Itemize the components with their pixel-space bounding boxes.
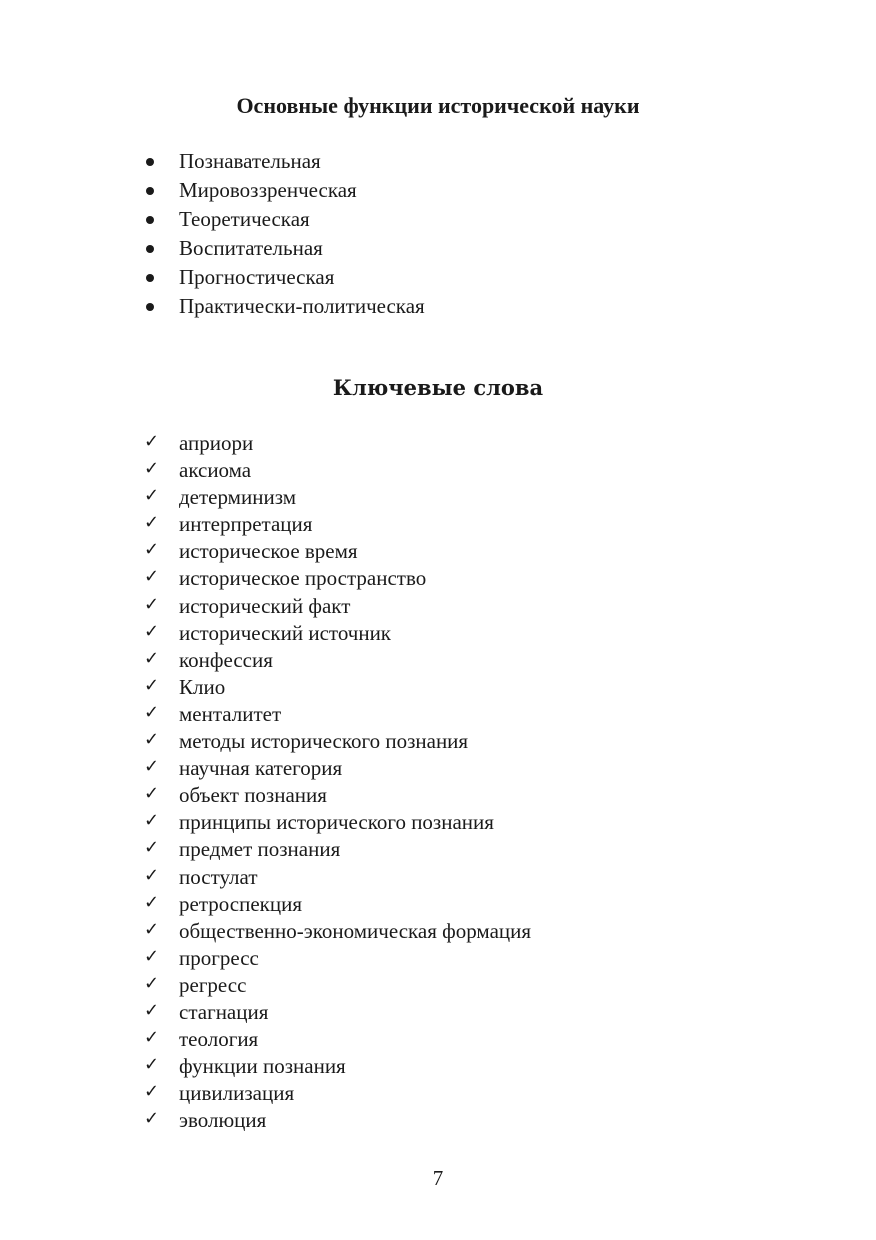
checkmark-icon: ✓	[144, 1108, 160, 1130]
list-item-label: эволюция	[179, 1108, 267, 1133]
checkmark-icon: ✓	[144, 864, 160, 886]
list-item	[144, 728, 531, 755]
list-item-label: менталитет	[179, 701, 282, 726]
list-item-label: детерминизм	[179, 485, 296, 510]
functions-list	[144, 147, 425, 321]
list-item-label: конфессия	[179, 647, 273, 672]
list-item	[144, 1080, 531, 1107]
list-item	[144, 918, 531, 945]
list-item	[144, 782, 531, 809]
list-item-label: предмет познания	[179, 837, 341, 862]
checkmark-icon: ✓	[144, 999, 160, 1021]
list-item-label: Воспитательная	[179, 236, 323, 260]
functions-heading: Основные функции исторической науки	[236, 93, 640, 118]
list-item	[144, 864, 531, 891]
checkmark-icon: ✓	[144, 566, 160, 588]
list-item-label: исторический источник	[179, 620, 392, 645]
list-item-label: прогресс	[179, 945, 259, 970]
list-item-label: априори	[179, 431, 254, 455]
list-item	[144, 457, 531, 484]
list-item-label: методы исторического познания	[179, 729, 469, 754]
checkmark-icon: ✓	[144, 485, 160, 507]
list-item-label: аксиома	[179, 458, 252, 483]
list-item	[144, 1026, 531, 1053]
list-item-label: постулат	[179, 864, 258, 889]
checkmark-icon: ✓	[144, 620, 160, 642]
list-item	[144, 263, 425, 292]
checkmark-icon: ✓	[144, 458, 160, 480]
checkmark-icon: ✓	[144, 837, 160, 859]
bullet-icon	[146, 187, 154, 195]
bullet-icon	[146, 303, 154, 311]
checkmark-icon: ✓	[144, 674, 160, 696]
checkmark-icon: ✓	[144, 972, 160, 994]
bullet-icon	[146, 245, 154, 253]
list-item	[144, 945, 531, 972]
list-item	[144, 809, 531, 836]
checkmark-icon: ✓	[144, 729, 160, 751]
list-item-label: историческое пространство	[179, 566, 427, 591]
list-item	[144, 620, 531, 647]
bullet-icon	[146, 216, 154, 224]
list-item-label: научная категория	[179, 756, 343, 781]
list-item	[144, 147, 425, 176]
checkmark-icon: ✓	[144, 810, 160, 832]
list-item-label: Познавательная	[179, 149, 321, 173]
checkmark-icon: ✓	[144, 512, 160, 534]
list-item	[144, 674, 531, 701]
list-item-label: цивилизация	[179, 1081, 295, 1106]
list-item	[144, 891, 531, 918]
checkmark-icon: ✓	[144, 701, 160, 723]
checkmark-icon: ✓	[144, 539, 160, 561]
list-item	[144, 565, 531, 592]
bullet-icon	[146, 158, 154, 166]
list-item-label: общественно-экономическая формация	[179, 918, 532, 943]
checkmark-icon: ✓	[144, 647, 160, 669]
checkmark-icon: ✓	[144, 945, 160, 967]
bullet-icon	[146, 274, 154, 282]
checkmark-icon: ✓	[144, 431, 160, 452]
keywords-heading: Ключевые слова	[332, 375, 544, 400]
list-item	[144, 511, 531, 538]
list-item	[144, 176, 425, 205]
checkmark-icon: ✓	[144, 918, 160, 940]
list-item	[144, 538, 531, 565]
list-item	[144, 836, 531, 863]
list-item-label: принципы исторического познания	[179, 810, 494, 835]
keywords-list	[144, 430, 531, 1134]
checkmark-icon: ✓	[144, 1081, 160, 1103]
list-item-label: функции познания	[179, 1054, 346, 1079]
checkmark-icon: ✓	[144, 891, 160, 913]
list-item-label: Мировоззренческая	[179, 178, 357, 202]
list-item	[144, 999, 531, 1026]
list-item-label: Прогностическая	[179, 265, 335, 289]
list-item	[144, 205, 425, 234]
checkmark-icon: ✓	[144, 756, 160, 778]
list-item-label: регресс	[179, 972, 247, 997]
list-item	[144, 701, 531, 728]
list-item-label: Теоретическая	[179, 207, 310, 231]
list-item-label: историческое время	[179, 539, 358, 564]
checkmark-icon: ✓	[144, 593, 160, 615]
list-item	[144, 430, 531, 457]
list-item-label: ретроспекция	[179, 891, 302, 916]
list-item-label: теология	[179, 1027, 259, 1052]
list-item	[144, 1107, 531, 1134]
list-item	[144, 484, 531, 511]
list-item	[144, 755, 531, 782]
list-item-label: исторический факт	[179, 593, 351, 618]
list-item-label: Практически-политическая	[179, 294, 425, 318]
checkmark-icon: ✓	[144, 1027, 160, 1049]
list-item	[144, 972, 531, 999]
list-item-label: интерпретация	[179, 512, 313, 537]
list-item	[144, 593, 531, 620]
list-item	[144, 1053, 531, 1080]
list-item	[144, 292, 425, 321]
checkmark-icon: ✓	[144, 783, 160, 805]
checkmark-icon: ✓	[144, 1054, 160, 1076]
list-item	[144, 234, 425, 263]
list-item-label: объект познания	[179, 783, 327, 808]
list-item-label: стагнация	[179, 999, 269, 1024]
page-number: 7	[432, 1166, 444, 1190]
list-item-label: Клио	[179, 674, 226, 699]
list-item	[144, 647, 531, 674]
